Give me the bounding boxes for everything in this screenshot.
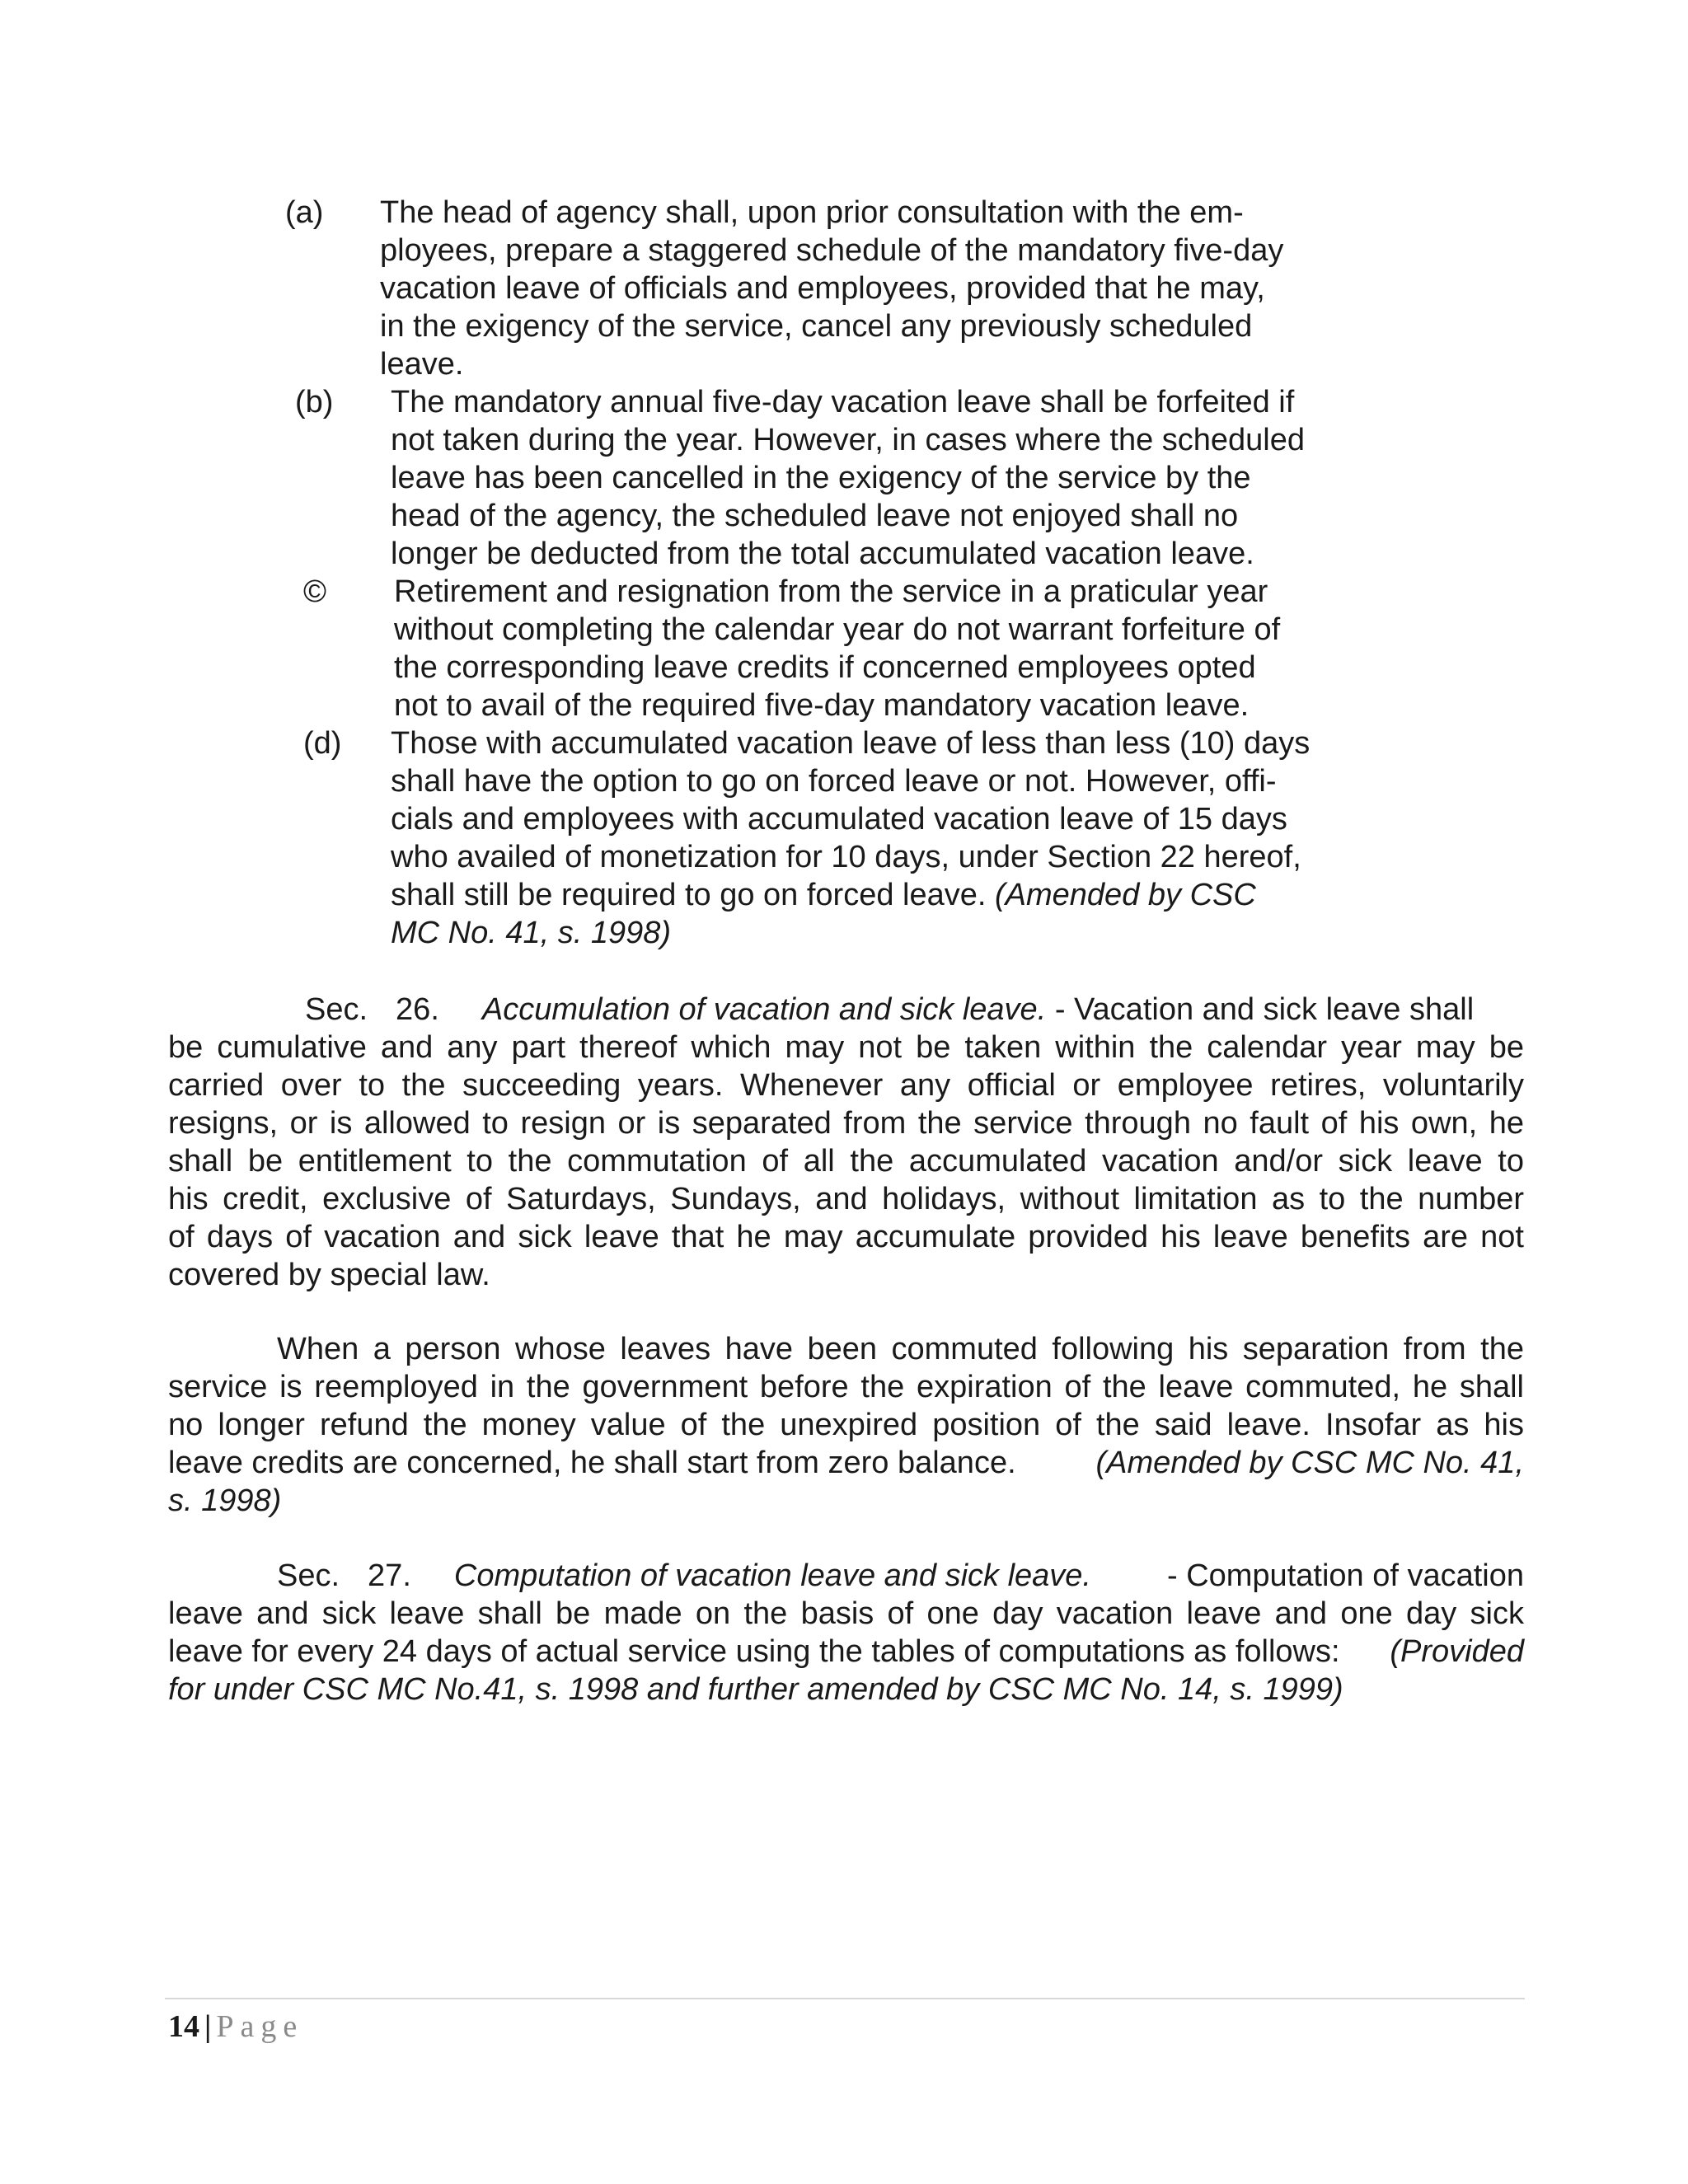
list-item-line: The mandatory annual five-day vacation leave shall be forfeited if (391, 385, 1295, 419)
section-text-line: be cumulative and any part thereof which may not be taken within the calendar year may be (168, 1030, 1524, 1065)
section-text-line: shall be entitlement to the commutation of all the accumulated vacation and/or sick leave to (168, 1144, 1524, 1179)
list-item-line: cials and employees with accumulated vacation leave of 15 days (391, 802, 1287, 837)
footer-divider (165, 1998, 1525, 1999)
page-label: Page (216, 2009, 304, 2044)
section-number: 26. (396, 992, 439, 1027)
paragraph-line-with-amendment (168, 1444, 1524, 1482)
list-item-line: not to avail of the required five-day mandatory vacation leave. (394, 688, 1250, 723)
section-text-line: leave and sick leave shall be made on the basis of one day vacation leave and one day sick (168, 1596, 1524, 1631)
section-text-line: carried over to the succeeding years. Whenever any official or employee retires, voluntarily (168, 1068, 1524, 1103)
list-item-line: Retirement and resignation from the service in a praticular year (394, 574, 1268, 609)
section-text-line: of days of vacation and sick leave that he may accumulate provided his leave benefits are not (168, 1220, 1524, 1254)
list-item-line: shall still be required to go on forced leave. (391, 878, 987, 912)
amendment-note: MC No. 41, s. 1998) (391, 916, 672, 950)
footer-separator: | (204, 2009, 212, 2044)
paragraph-line: When a person whose leaves have been commuted following his separation from the (277, 1332, 1524, 1366)
section-label: Sec. (305, 992, 368, 1027)
section-text: - Computation of vacation (1166, 1558, 1524, 1593)
amendment-note: (Provided (1390, 1634, 1524, 1669)
section-label: Sec. (277, 1558, 340, 1593)
section-text: leave for every 24 days of actual service using the tables of computations as follows: (168, 1634, 1340, 1669)
paragraph-line: service is reemployed in the government before the expiration of the leave commuted, he shall (168, 1370, 1524, 1404)
amendment-note: for under CSC MC No.41, s. 1998 and further amended by CSC MC No. 14, s. 1999) (168, 1672, 1343, 1707)
section-text-line: resigns, or is allowed to resign or is separated from the service through no fault of his own, he (168, 1106, 1524, 1141)
paragraph-line: no longer refund the money value of the unexpired position of the said leave. Insofar as his (168, 1408, 1524, 1442)
page-number: 14 (168, 2009, 199, 2044)
list-item-line: shall have the option to go on forced leave or not. However, offi- (391, 764, 1277, 799)
list-item-line: head of the agency, the scheduled leave not enjoyed shall no (391, 499, 1239, 533)
section-text-line-with-note (168, 1633, 1524, 1671)
section-27-heading-line (168, 1557, 1524, 1595)
page-footer (168, 2008, 303, 2046)
section-text-line: his credit, exclusive of Saturdays, Sundays, and holidays, without limitation as to the number (168, 1182, 1524, 1216)
list-item-line: who availed of monetization for 10 days, under Section 22 hereof, (391, 840, 1301, 874)
list-marker: (a) (285, 195, 324, 230)
list-item-line: the corresponding leave credits if concerned employees opted (394, 650, 1256, 685)
section-text: - Vacation and sick leave shall (1054, 992, 1475, 1027)
list-item-line-with-amendment (391, 876, 1462, 914)
list-item-line: leave. (380, 347, 464, 382)
list-item-line: vacation leave of officials and employees, provided that he may, (380, 271, 1265, 306)
section-title: Accumulation of vacation and sick leave. (481, 992, 1047, 1027)
list-marker: (d) (303, 726, 342, 761)
list-marker: © (303, 574, 326, 609)
list-marker: (b) (295, 385, 334, 419)
section-27 (168, 1557, 1524, 1708)
list-item-line: ployees, prepare a staggered schedule of the mandatory five-day (380, 233, 1284, 268)
list-item-line: Those with accumulated vacation leave of less than less (10) days (391, 726, 1311, 761)
list-item-line: in the exigency of the service, cancel any previously scheduled (380, 309, 1253, 344)
list-item-line: longer be deducted from the total accumulated vacation leave. (391, 537, 1254, 571)
amendment-note: (Amended by CSC MC No. 41, (1095, 1446, 1524, 1480)
amendment-note: (Amended by CSC (995, 878, 1256, 912)
paragraph-text: leave credits are concerned, he shall start from zero balance. (168, 1446, 1016, 1480)
commuted-paragraph (168, 1330, 1524, 1520)
section-26-heading-line (168, 991, 1524, 1029)
section-number: 27. (368, 1558, 411, 1593)
section-title: Computation of vacation leave and sick leave. (453, 1558, 1091, 1593)
section-26 (168, 991, 1524, 1294)
list-item-line: leave has been cancelled in the exigency of the service by the (391, 461, 1251, 495)
list-item-line: not taken during the year. However, in cases where the scheduled (391, 423, 1306, 457)
list-item-line: The head of agency shall, upon prior consultation with the em- (380, 195, 1244, 230)
list-item-line: without completing the calendar year do not warrant forfeiture of (394, 612, 1281, 647)
amendment-note: s. 1998) (168, 1483, 282, 1518)
section-text-line: covered by special law. (168, 1258, 490, 1292)
